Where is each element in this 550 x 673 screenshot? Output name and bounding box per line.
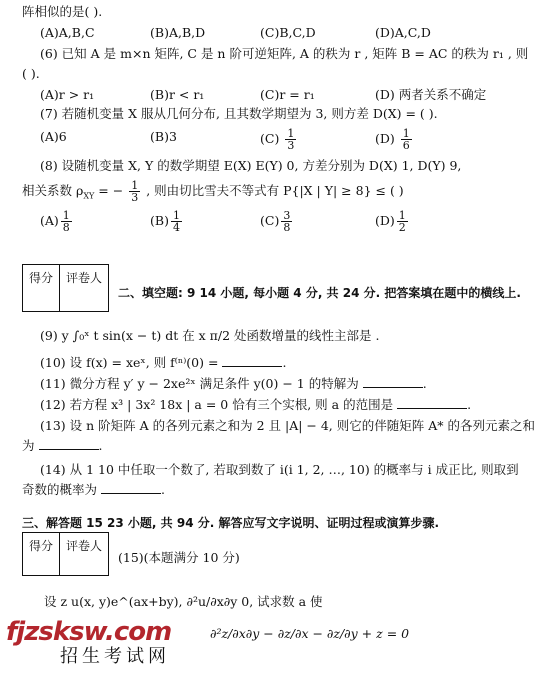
q5-option-a: (A)A,B,C	[40, 25, 95, 40]
site-logo: fjzsksw.com	[6, 617, 172, 647]
q7-text: (7) 若随机变量 X 服从几何分布, 且其数学期望为 3, 则方差 D(X) = ( ).	[40, 106, 438, 121]
q12-answer-blank[interactable]	[397, 397, 467, 409]
q8-options	[40, 210, 540, 233]
q5-options	[40, 24, 540, 42]
q6-option-a: (A)r > r₁	[40, 87, 95, 102]
score-label: 得分	[23, 265, 60, 311]
grader-label: 评卷人	[66, 271, 103, 285]
q11-answer-blank[interactable]	[363, 376, 423, 388]
q7-option-c-fraction: $\frac{1}{3}$	[287, 127, 295, 152]
q5-option-c: (C)B,C,D	[260, 25, 316, 40]
q8-option-d: (D) $\frac{1}{2}$	[375, 209, 406, 234]
q6-option-d: (D) 两者关系不确定	[375, 87, 487, 102]
q10-answer-blank[interactable]	[222, 355, 282, 367]
score-box-section2	[22, 264, 109, 312]
q15-line1: 设 z u(x, y)e^(ax+by), ∂²u/∂x∂y 0, 试求数 a 使	[44, 594, 323, 609]
score-label-2: 得分	[23, 533, 60, 575]
q8-option-a: (A) $\frac{1}{8}$	[40, 209, 70, 234]
q5-option-b: (B)A,B,D	[150, 25, 206, 40]
q12-text: (12) 若方程 x³ | 3x² 18x | a = 0 恰有三个实根, 则 a 的范围是 .	[40, 397, 472, 412]
q7-option-d	[375, 128, 495, 151]
q14-text: (14) 从 1 10 中任取一个数了, 若取到数了 i(i 1, 2, …, 10) 的概率与 i 成正比, 则取到	[40, 462, 519, 477]
score-box-q15	[22, 532, 109, 576]
q7-option-d-label: (D)	[375, 131, 395, 146]
q9-text: (9) y ∫₀ˣ t sin(x − t) dt 在 x π/2 处函数增量的线性主部是 .	[40, 328, 380, 343]
q13-tail: 为 .	[22, 438, 103, 453]
site-logo-subtitle: 招生考试网	[60, 646, 170, 667]
q7-option-c	[260, 128, 375, 151]
q8-option-c: (C) $\frac{3}{8}$	[260, 209, 291, 234]
q8-line2: 相关系数 $\rho_{XY}$ = − $\frac{1}{3}$ , 则由切比雪夫不等式有 P{|X | Y| ≥ 8} ≤ ( )	[22, 179, 404, 204]
q7-option-a: (A)6	[40, 129, 67, 144]
q5-tail: 阵相似的是( ).	[22, 4, 103, 19]
q7-option-c-label: (C)	[260, 131, 280, 146]
q13-text: (13) 设 n 阶矩阵 A 的各列元素之和为 2 且 |A| − 4, 则它的伴随矩阵 A* 的各列元素之和	[40, 418, 535, 433]
q7-option-d-fraction: $\frac{1}{6}$	[402, 127, 410, 152]
q8-rho-fraction: $\frac{1}{3}$	[131, 179, 139, 204]
q6-options	[40, 86, 540, 104]
q6-option-c: (C)r = r₁	[260, 87, 315, 102]
q11-text: (11) 微分方程 y′ y − 2xe²ˣ 满足条件 y(0) − 1 的特解为 .	[40, 376, 427, 391]
grader-label-2: 评卷人	[66, 539, 103, 553]
q8-text: (8) 设随机变量 X, Y 的数学期望 E(X) E(Y) 0, 方差分别为 D(X) 1, D(Y) 9,	[40, 158, 462, 173]
q15-equation: ∂²z/∂x∂y − ∂z/∂x − ∂z/∂y + z = 0	[210, 626, 410, 641]
section3-title: 三、解答题 15 23 小题, 共 94 分. 解答应写文字说明、证明过程或演算步骤.	[22, 516, 440, 530]
q7-option-b: (B)3	[150, 129, 177, 144]
q7-options	[40, 128, 540, 151]
q14-tail: 奇数的概率为 .	[22, 482, 165, 497]
q10-text: (10) 设 f(x) = xeˣ, 则 f⁽ⁿ⁾(0) = .	[40, 355, 287, 370]
q5-option-d: (D)A,C,D	[375, 25, 431, 40]
q6-tail: ( ).	[22, 66, 40, 81]
q6-text: (6) 已知 A 是 m×n 矩阵, C 是 n 阶可逆矩阵, A 的秩为 r , 矩阵 B = AC 的秩为 r₁ , 则	[40, 46, 529, 61]
q14-answer-blank[interactable]	[101, 482, 161, 494]
q13-answer-blank[interactable]	[39, 438, 99, 450]
q6-option-b: (B)r < r₁	[150, 87, 205, 102]
section2-title: 二、填空题: 9 14 小题, 每小题 4 分, 共 24 分. 把答案填在题中的横线上.	[118, 286, 521, 300]
q15-header: (15)(本题满分 10 分)	[118, 550, 240, 565]
q8-option-b: (B) $\frac{1}{4}$	[150, 209, 180, 234]
